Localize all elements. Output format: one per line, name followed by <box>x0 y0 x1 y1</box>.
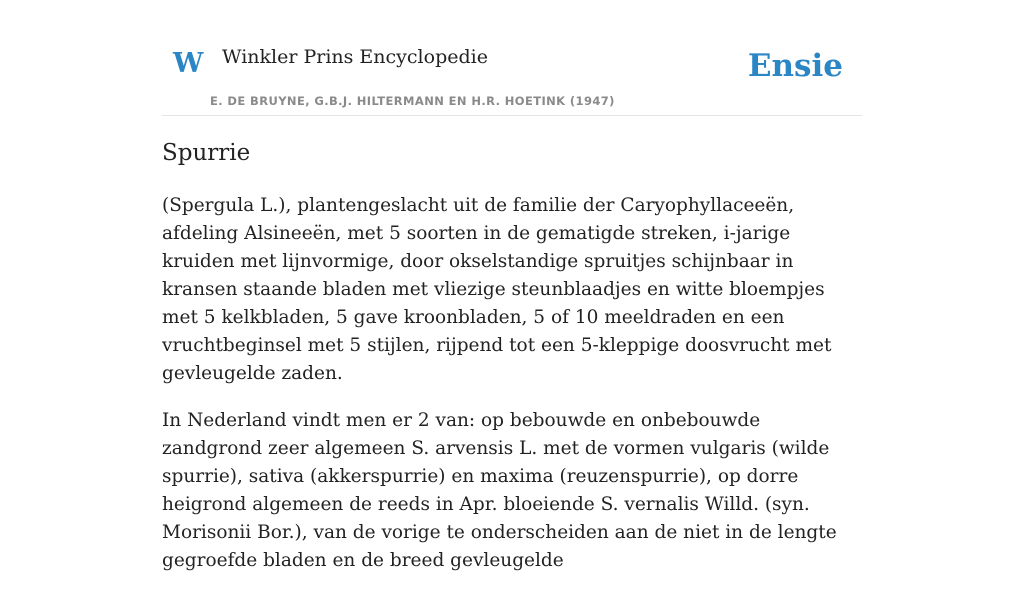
ensie-logo[interactable]: Ensie <box>747 48 843 84</box>
article-paragraph: (Spergula L.), plantengeslacht uit de familie der Caryophyllaceeën, afdeling Alsineeën, met 5 soorten in de gematigde streken, i-jarige kruiden met lijnvormige, door okselstandige spruitjes schijnbaar in kransen staande bladen met vliezige steunblaadjes en witte bloempjes met 5 kelkbladen, 5 gave kroonbladen, 5 of 10 meeldraden en een vruchtbeginsel met 5 stijlen, rijpend tot een 5-kleppige doosvrucht met gevleugelde zaden. <box>162 195 832 384</box>
article-body <box>162 192 862 594</box>
source-logo-icon[interactable]: W <box>173 48 204 79</box>
source-authors: E. DE BRUYNE, G.B.J. HILTERMANN EN H.R. HOETINK (1947) <box>210 94 615 108</box>
article-paragraph: In Nederland vindt men er 2 van: op bebouwde en onbebouwde zandgrond zeer algemeen S. arvensis L. met de vormen vulgaris (wilde spurrie), sativa (akkerspurrie) en maxima (reuzenspurrie), op dorre heigrond algemeen de reeds in Apr. bloeiende S. vernalis Willd. (syn. Morisonii Bor.), van de vorige te onderscheiden aan de niet in de lengte gegroefde bladen en de breed gevleugelde <box>162 410 837 571</box>
source-title[interactable]: Winkler Prins Encyclopedie <box>222 46 488 68</box>
source-header <box>162 0 862 116</box>
article-title: Spurrie <box>162 140 251 166</box>
page <box>162 0 862 571</box>
